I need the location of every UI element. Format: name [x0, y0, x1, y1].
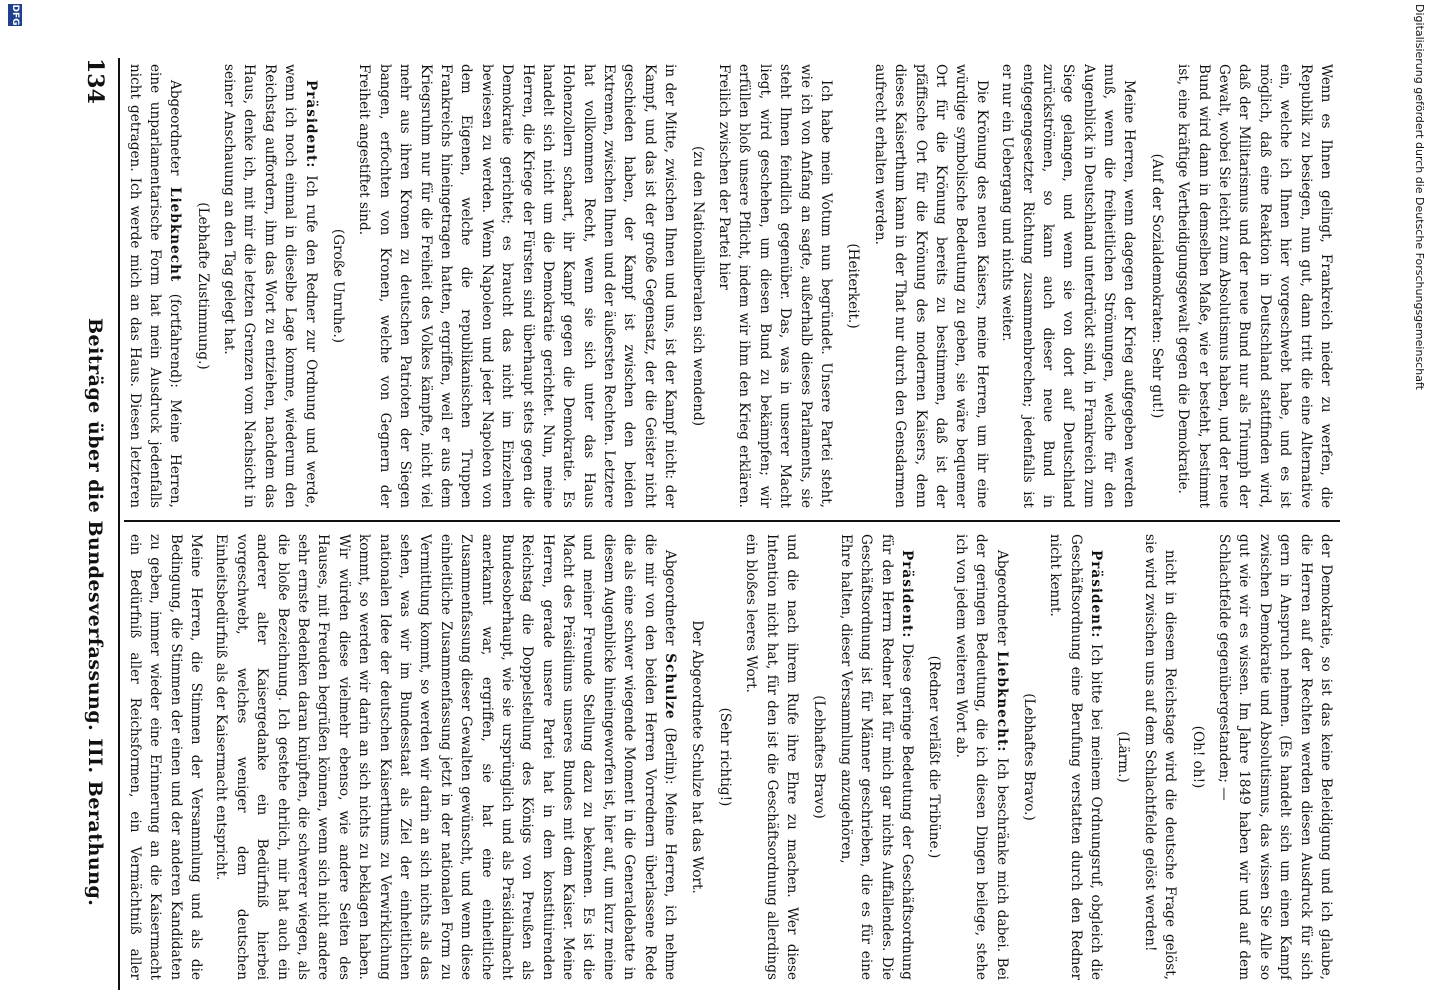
paragraph-text: Abgeordneter — [993, 550, 1010, 646]
paragraph: Die Krönung des neuen Kaisers, meine Herren, um ihr eine würdige symbolische Bedeutung zu geben, sie wäre bequemer Ort für die Krönung bereits zu bestimmen, daß ist der pfäffische Ort für die Krönung des modernen Kaisers, denn dieses Kaiserthum kann in der That nur durch den Gensdarmen aufrecht erhalten werden. — [871, 64, 990, 508]
paragraph-text: Ich bitte bei meinem Ordnungsruf, obgleich die Geschäftsordnung eine Berufung verstatten durch den Redner nicht kennt. — [1047, 534, 1105, 980]
header-rule — [118, 58, 120, 990]
paragraph — [1045, 534, 1106, 980]
speaker-name: Liebknecht — [167, 186, 184, 283]
paragraph: Meine Herren, die Stimmen der Versammlung und als die Bedingung, die Stimmen der einen und der anderen Kandidaten zu geben, immer wieder eine Erinnerung an die Kaisermacht ein Bedürfniß aller Reichsformen, ein Vermächtniß aller — [126, 534, 205, 980]
paragraph: nicht in diesem Reichstage wird die deutsche Frage gelöst, sie wird zwischen uns auf dem Schlachtfelde gelöst werden! — [1141, 534, 1179, 980]
stage-direction: Der Abgeordnete Schulze hat das Wort. — [689, 620, 706, 894]
stage-direction: (Lebhafte Zustimmung.) — [194, 202, 211, 370]
speaker-name: Präsident: — [898, 550, 915, 639]
paragraph: Wenn es Ihnen gelingt, Frankreich nieder zu werfen, die Republik zu besiegen, nun gut, dann tritt die eine Alternative ein, welche ich Ihnen hier vorgeschwebt habe, und es ist möglich, daß eine Reaktion in Deutschland stattfinden wird, daß der Militarismus und der neue Bund nur als Triumph der Gewalt, wobei Sie leicht zum Absolutismus haben, und der neue Bund wird dann in demselben Maße, wie er besteht, bestimmt ist, eine kräftige Vertheidigungsgewalt gegen die Demokratie. — [1175, 64, 1334, 508]
speaker-name: Liebknecht: — [993, 651, 1010, 753]
stage-direction: (Lebhaftes Bravo) — [811, 695, 828, 819]
stage-direction: (Heiterkeit.) — [845, 243, 862, 329]
paragraph — [126, 64, 185, 508]
stage-direction: (zu den Nationalliberalen sich wendend) — [689, 145, 706, 427]
stage-direction: (Oh! oh!) — [1189, 725, 1206, 789]
digitization-note-text: Digitalisierung gefördert durch die Deutsche Forschungsgemeinschaft — [1413, 4, 1426, 390]
speaker-name: Schulze — [662, 653, 679, 720]
speaker-name: Präsident: — [302, 80, 319, 169]
stage-direction: (Lärm.) — [1115, 731, 1132, 783]
paragraph-text: Diese geringe Bedeutung der Geschäftsordnung für den Herrn Redner hat für mich gar nichts Auffallendes. Die Geschäftsordnung ist für Männer geschrieben, die es für eine Ehre halten, dieser Versammlung anzugehören, — [837, 534, 915, 980]
column-divider — [124, 520, 1340, 522]
paragraph-text: (fortfahrend): Meine Herren, eine unparlamentarische Form hat mein Ausdruck jedenfalls nicht getragen. Ich werde mich an das Haus. Diesen letzteren — [126, 64, 184, 508]
page-header — [74, 58, 114, 978]
page-number: 134 — [82, 58, 108, 104]
digitization-note — [1406, 4, 1426, 1004]
paragraph: in der Mitte, zwischen Ihnen und uns, ist der Kampf nicht: der Kampf, und das ist der große Gegensatz, der die Geister nicht geschieden haben, der Kampf ist zwischen den beiden Extremen, zwischen Ihnen und der äußersten Rechten. Letztere hat vollkommen Recht, wenn sie sich unter das Haus Hohenzollern schaart, ihr Kampf gegen die Demokratie. Es handelt sich nicht um die Demokratie gerichtet. Nun, meine Herren, die Kriege der Fürsten sind überhaupt stets gegen die Demokratie gerichtet; es braucht das nicht im Einzelnen bewiesen zu werden. Wenn Napoleon und jeder Napoleon von dem Eigenen, welche die republikanischen Truppen Frankreichs hineingetragen hatten, ergriffen, weil er aus dem Kriegsruhm nur für die Freiheit des Volkes kämpfte, nicht viel mehr aus ihren Kronen zu deutschen Patrioten der Siegen bangen, erfochten von Kronen, welche von Gegnern der Freiheit angestiftet sind. — [356, 64, 679, 508]
paragraph: Meine Herren, wenn dagegen der Krieg aufgegeben werden muß, wenn die freiheitlichen Strömungen, welche für den Augenblick in Deutschland unterdrückt sind, in Frankreich zum Siege gelangen, und wenn sie von dort auf Deutschland zurückströmen, so kann auch dieser neue Bund in entgegengesetzter Richtung zusammenbrechen; jedenfalls ist er nur ein Uebergang und nichts weiter. — [999, 64, 1138, 508]
paragraph: und die nach ihrem Rufe ihre Ehre zu machen. Wer diese Intention nicht hat, für den ist die Geschäftsordnung allerdings ein bloßes leeres Wort. — [743, 534, 801, 980]
stage-direction: (Große Unruhe.) — [330, 228, 347, 344]
paragraph-text: Abgeordneter — [167, 80, 184, 176]
running-title: Beiträge über die Bundesverfassung. III. Berathung. — [84, 318, 106, 907]
stage-direction: (Sehr richtig!) — [716, 707, 733, 807]
text-column-left — [126, 64, 1336, 508]
stage-direction: (Redner verläßt die Tribüne.) — [926, 655, 943, 859]
paragraph — [835, 534, 917, 980]
paragraph-text: (Berlin): Meine Herren, ich nehme die mir von den beiden Herren Vorrednern überlassene Rede die als eine schwer wiegende Moment in die Generaldebatte in diesem Augenblicke hineingeworfen ist, hier auf, um kurz meine und meiner Freunde Stellung dazu zu bekennen. Es ist die Macht des Präsidiums unseres Bundes mit dem Kaiser. Meine Herren, gerade unsere Partei hat in dem konstituirenden Reichstag die Doppelstellung des Königs von Preußen als Bundesoberhaupt, wie sie ursprünglich und als Präsidialmacht anerkannt war, ergriffen, sie hat eine einheitliche Zusammenfassung dieser Gewalten gewünscht, und wenn diese einheitliche Zusammenfassung jetzt in der nationalen Form zu Vermittlung kommt, so werden wir darin an sich nichts als das sehen, was wir im Bundesstaat als Ziel der einheitlichen nationalen Idee der deutschen Kaiserthums zu Verwirklichung kommt, so werden wir darin an sich nichts zu beklagen haben. Wir würden diese vielmehr ebenso, wie andere Seiten des Hauses, mit Freuden begrüßen können, wenn sich nicht andere sehr ernste Bedenken daran knüpften, die schwerer wiegen, als die bloße Bezeichnung. Ich gestehe ehrlich, mir hat auch ein anderer alter Kaisergedanke ein Bedürfniß hierbei vorgeschwebt, welches weniger dem deutschen Einheitsbedürfniß als der Kaisermacht entspricht. — [213, 534, 679, 980]
paragraph — [211, 534, 680, 980]
paragraph — [950, 534, 1011, 980]
paragraph: Ich habe mein Votum nun begründet. Unsere Partei steht, wie ich von Anfang an sagte, außerhalb dieses Parlaments, sie steht Ihnen feindlich gegenüber. Das, was in unserer Macht liegt, wird geschehen, um diesen Bund zu bekämpfen; wir erfüllen bloß unsere Pflicht, indem wir ihm den Krieg erklären. Freilich zwischen der Partei hier — [716, 64, 835, 508]
paragraph — [219, 64, 321, 508]
text-column-right — [126, 534, 1336, 980]
speaker-name: Präsident: — [1088, 550, 1105, 639]
stage-direction: (Auf der Sozialdemokraten: Sehr gut!) — [1148, 153, 1165, 419]
paragraph-text: Abgeordneter — [662, 550, 679, 646]
dfg-logo-icon: DFG — [10, 4, 20, 26]
paragraph-text: Ich beschränke mich dabei. Bei der geringen Bedeutung, die ich diesen Dingen beilege, stehe ich von jedem weiteren Wort ab. — [952, 534, 1010, 980]
paragraph: der Demokratie, so ist das keine Beleidigung und ich glaube, die Herren auf der Rechten werden diesen Ausdruck für sich gern in Anspruch nehmen. (Es handelt sich um einen Kampf zwischen Demokratie und Absolutismus, das wissen Sie Alle so gut wie wir es wissen. Im Jahre 1849 haben wir und auf dem Schlachtfelde gegenübergestanden; — — [1216, 534, 1334, 980]
paragraph-text: Ich rufe den Redner zur Ordnung und werde, wenn ich noch einmal in dieselbe Lage komme, wiederum den Reichstag auffordern, ihm das Wort zu entziehen, nachdem das Haus, denke ich, mit mir die letzten Grenzen vom Nachsicht in seiner Anschauung an den Tag gelegt hat. — [221, 64, 319, 508]
stage-direction: (Lebhaftes Bravo.) — [1020, 693, 1037, 821]
